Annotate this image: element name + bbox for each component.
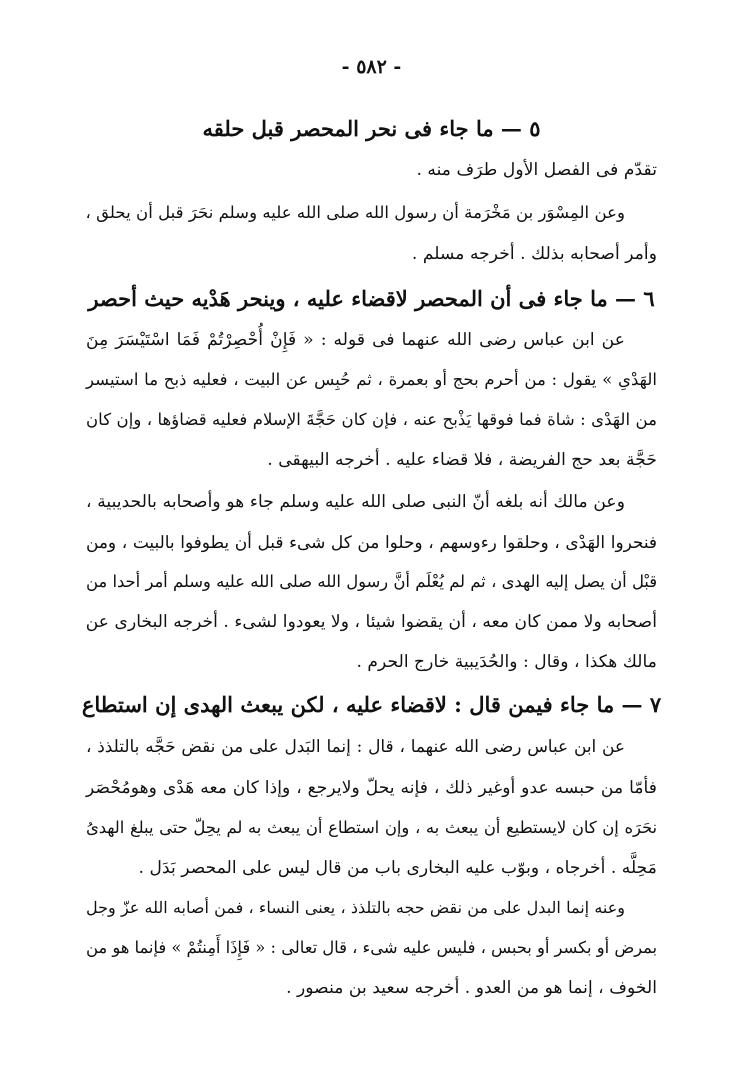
page-number: - ٥٨٢ - [341,56,402,78]
paragraph-line: عن ابن عباس رضى الله عنهما ، قال : إنما البَدل على من نقض حَجَّه بالتلذذ ، [86,736,625,756]
paragraph-line: وعن مالك أنه بلغه أنّ النبى صلى الله عليه وسلم جاء هو وأصحابه بالحديبية ، [86,492,625,512]
paragraph-line: أصحابه ولا ممن كان معه ، أن يقضوا شيئا ، ولا يعودوا لشىء . أخرجه البخارى عن [85,612,657,632]
paragraph-line: عن ابن عباس رضى الله عنهما فى قوله : « فَإِنْ أُحْصِرْتُمْ فَمَا اسْتَيْسَرَ مِنَ [86,330,625,350]
paragraph-line: وأمر أصحابه بذلك . أخرجه مسلم . [411,244,657,264]
paragraph-line: مَحِلَّه . أخرجاه ، وبوّب عليه البخارى باب من قال ليس على المحصر بَدَل . [138,858,657,878]
paragraph-line: حَجَّة بعد حج الفريضة ، فلا قضاء عليه . أخرجه البيهقى . [267,450,657,470]
paragraph-line: قبْل أن يصل إليه الهدى ، ثم لم يُعْلَم أنَّ رسول الله صلى الله عليه وسلم أمر أحدا من [86,572,657,591]
paragraph-line: تقدّم فى الفصل الأول طرَف منه . [416,160,657,180]
section-heading-7: ٧ — ما جاء فيمن قال : لاقضاء عليه ، لكن يبعث الهدى إن استطاع [81,692,662,717]
section-heading-6: ٦ — ما جاء فى أن المحصر لاقضاء عليه ، وينحر هَدْيه حيث أحصر [88,286,655,311]
paragraph-line: فأمّا من حبسه عدو أوغير ذلك ، فإنه يحلّ ولايرجع ، وإذا كان معه هَدْى وهومُحْصَر [86,778,657,798]
paragraph-line: الخوف ، إنما هو من العدو . أخرجه سعيد بن منصور . [286,978,657,998]
paragraph-line: بمرض أو بكسر أو بحبس ، فليس عليه شىء ، قال تعالى : « فَإِذَا أَمِنتُمْ » فإنما هو من [86,938,657,957]
paragraph-line: من الهَدْى : شاة فما فوقها يَذْبح عنه ، فإن كان حَجَّةَ الإسلام فعليه قضاؤها ، وإن كان [86,410,657,429]
paragraph-line: وعنه إنما البدل على من نقض حجه بالتلذذ ، يعنى النساء ، فمن أصابه الله عزّ وجل [86,898,625,917]
paragraph-line: الهَدْىِ » يقول : من أحرم بحج أو بعمرة ، ثم حُبِس عن البيت ، فعليه ذبح ما استيسر [86,370,657,389]
section-heading-5: ٥ — ما جاء فى نحر المحصر قبل حلقه [202,116,541,141]
paragraph-line: نحَرَه إن كان لايستطيع أن يبعث به ، وإن استطاع أن يبعث به لم يحِلّ حتى يبلغ الهدىُ [86,818,657,837]
paragraph-line: مالك هكذا ، وقال : والحُدَيبية خارج الحرم . [356,652,657,672]
paragraph-line: وعن المِسْوَر بن مَخْرَمة أن رسول الله صلى الله عليه وسلم نحَرَ قبل أن يحلق ، [85,203,625,222]
paragraph-line: فنحروا الهَدْى ، وحلقوا رءوسهم ، وحلوا من كل شىء قبل أن يطوفوا بالبيت ، ومن [86,532,657,552]
